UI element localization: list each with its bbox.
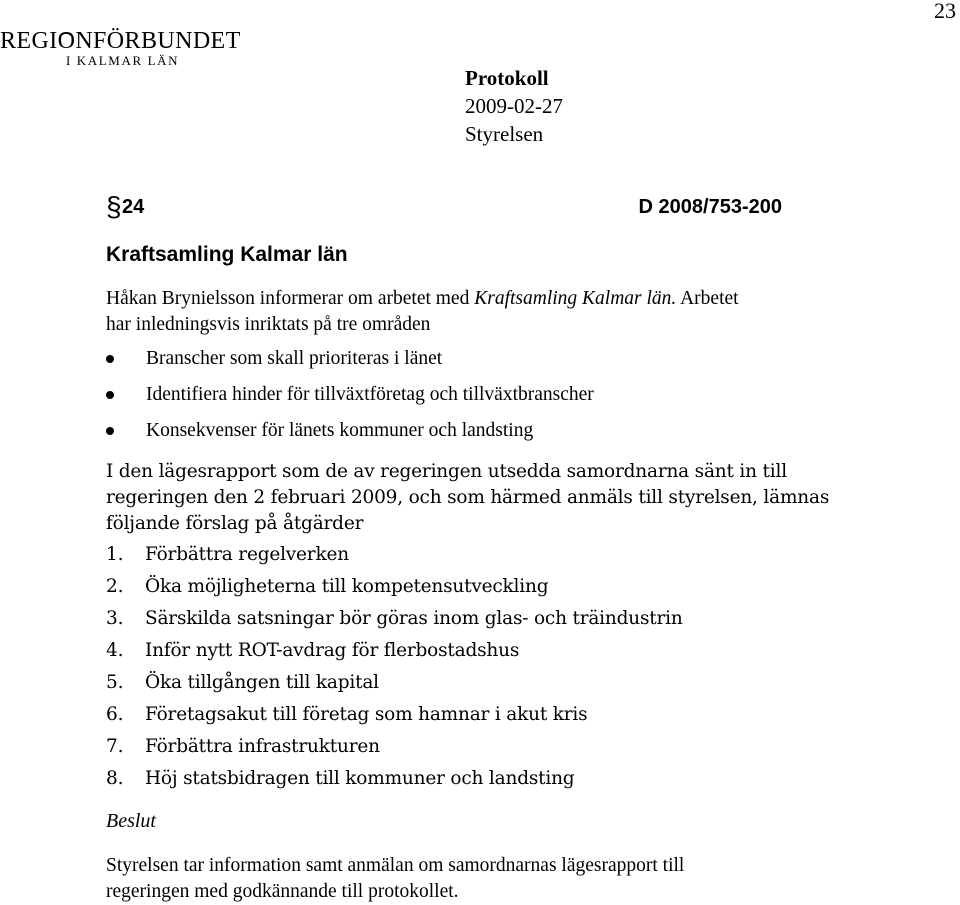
list-item-text: Öka tillgången till kapital [145, 672, 379, 693]
report-line: följande förslag på åtgärder [106, 513, 364, 534]
list-number: 6. [106, 704, 124, 725]
list-item-text: Konsekvenser för länets kommuner och landsting [146, 420, 534, 441]
intro-line-1-italic: Kraftsamling Kalmar län. [474, 288, 677, 309]
list-number: 5. [106, 672, 124, 693]
decision-line: Styrelsen tar information samt anmälan om samordnarnas lägesrapport till [106, 855, 685, 876]
list-item-text: Särskilda satsningar bör göras inom glas- och träindustrin [145, 608, 683, 629]
report-line: regeringen den 2 februari 2009, och som härmed anmäls till styrelsen, lämnas [106, 487, 830, 508]
list-number: 2. [106, 576, 124, 597]
protocol-title: Protokoll [465, 66, 549, 90]
paragraph-row [106, 192, 782, 222]
list-item-text: Identifiera hinder för tillväxtföretag och tillväxtbranscher [146, 384, 594, 405]
list-item-text: Branscher som skall prioriteras i länet [146, 348, 443, 369]
intro-line-1-pre: Håkan Brynielsson informerar om arbetet med [106, 288, 475, 309]
bullet-icon [106, 355, 114, 363]
logo-main-text: REGIONFÖRBUNDET [0, 28, 241, 54]
intro-line-2: har inledningsvis inriktats på tre områden [106, 314, 431, 335]
decision-line: regeringen med godkännande till protokollet. [106, 881, 459, 902]
diary-number: D 2008/753-200 [638, 196, 782, 218]
decision-heading: Beslut [106, 810, 156, 832]
list-item-text: Öka möjligheterna till kompetensutveckling [145, 576, 549, 597]
list-item-text: Förbättra regelverken [145, 544, 349, 565]
section-heading: Kraftsamling Kalmar län [106, 243, 348, 266]
protocol-header [465, 64, 563, 148]
list-item-text: Höj statsbidragen till kommuner och landsting [145, 768, 575, 789]
report-paragraph [106, 459, 829, 537]
list-number: 1. [106, 544, 124, 565]
intro-line-1 [106, 286, 739, 312]
list-item-text: Företagsakut till företag som hamnar i akut kris [145, 704, 588, 725]
list-number: 4. [106, 640, 124, 661]
list-item-text: Inför nytt ROT-avdrag för flerbostadshus [145, 640, 520, 661]
paragraph-number: 24 [122, 196, 145, 218]
list-number: 3. [106, 608, 124, 629]
protocol-date: 2009-02-27 [465, 94, 563, 118]
section-mark: § [106, 191, 122, 222]
page-number: 23 [934, 0, 956, 23]
decision-paragraph [106, 853, 684, 905]
list-number: 8. [106, 768, 124, 789]
regionforbundet-logo [0, 16, 241, 72]
intro-line-1-post: Arbetet [676, 288, 739, 309]
report-line: I den lägesrapport som de av regeringen utsedda samordnarna sänt in till [106, 461, 787, 482]
intro-paragraph [106, 286, 739, 338]
list-item-text: Förbättra infrastrukturen [145, 736, 380, 757]
bullet-icon [106, 391, 114, 399]
bullet-icon [106, 427, 114, 435]
list-number: 7. [106, 736, 124, 757]
logo-sub-text: I KALMAR LÄN [66, 53, 180, 68]
protocol-body: Styrelsen [465, 122, 544, 146]
